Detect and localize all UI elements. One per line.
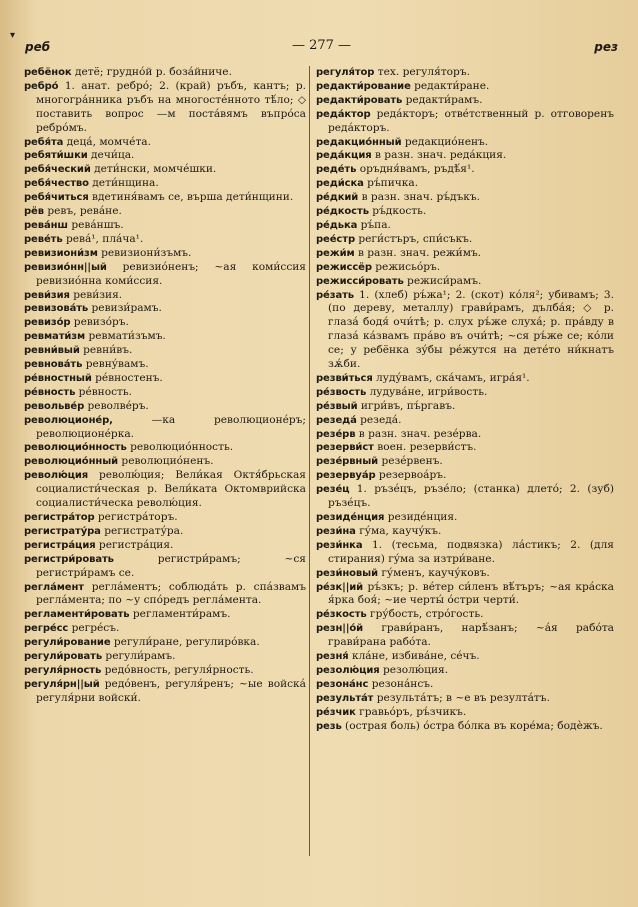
dictionary-entry [24,469,306,511]
entry-definition: воен. резерви́стъ. [373,441,477,454]
entry-headword: ре́звый [316,400,358,412]
entry-definition: в разн. знач. режи́мъ. [354,246,482,259]
dictionary-entry [24,66,306,80]
entry-headword: редакти́рование [316,80,411,92]
entry-headword: ре́дкость [316,206,369,218]
dictionary-entry [24,539,306,553]
dictionary-entry [24,511,306,525]
entry-definition: регистрату́ра. [100,524,184,537]
dictionary-entry [24,678,306,706]
entry-definition: дети́нски, момче́шки. [90,163,217,176]
entry-definition: регламенти́рамъ. [129,608,231,621]
dictionary-entry [316,275,614,289]
entry-definition: режисьо́ръ. [371,260,441,273]
dictionary-entry [316,567,614,581]
dictionary-entry [316,720,614,734]
dictionary-entry [316,66,614,80]
corner-mark-icon: ▾ [10,30,16,41]
dictionary-entry [24,553,306,581]
entry-headword: резня́ [316,651,349,663]
dictionary-entry [316,706,614,720]
dictionary-entry [24,80,306,136]
entry-headword: резь [316,720,342,732]
entry-definition: 1. ръзе́цъ, ръзе́ло; (станка) длето́; 2. (зуб) ръзе́цъ. [328,483,614,510]
dictionary-entry [24,163,306,177]
entry-headword: ре́дька [316,219,358,231]
right-guide-word: рез [594,40,618,54]
entry-headword: резервуа́р [316,470,376,482]
dictionary-entry [316,163,614,177]
dictionary-entry [316,108,614,136]
entry-definition: революцио́нность. [126,441,234,454]
dictionary-entry [316,678,614,692]
entry-definition: ре́вность. [75,385,133,398]
entry-headword: ревизио́нн||ый [24,261,107,273]
dictionary-entry [316,261,614,275]
entry-definition: реви́зия. [69,288,123,301]
entry-definition: регули́ране, регулиро́вка. [110,636,260,649]
dictionary-entry [316,149,614,163]
entry-headword: регистрату́ра [24,525,101,537]
entry-definition: детё; грудно́й р. боза́йниче. [71,66,232,78]
dictionary-entry [316,483,614,511]
entry-definition: резеда́. [356,413,402,426]
dictionary-entry [316,581,614,609]
entry-headword: регуля́тор [316,67,375,78]
entry-definition: ръ́дкость. [368,205,427,218]
entry-definition: резе́рвенъ. [378,455,443,468]
entry-definition: 1. (тесьма, подвязка) ла́стикъ; 2. (для стирания) гу́ма за изтри́ване. [328,538,614,565]
dictionary-entry [316,622,614,650]
entry-definition: ре́вностенъ. [91,371,163,384]
entry-definition: редакцио́ненъ. [401,135,489,148]
page-header [25,40,618,62]
dictionary-entry [24,330,306,344]
dictionary-entry [316,80,614,94]
entry-definition: результа́тъ; в ~е въ резулта́тъ. [373,691,550,704]
dictionary-entry [24,358,306,372]
entry-headword: ревизова́ть [24,303,89,315]
dictionary-entry [24,177,306,191]
entry-definition: резиде́нция. [384,511,458,523]
left-guide-word: реб [25,40,51,54]
dictionary-entry [316,650,614,664]
entry-headword: ре́вность [24,386,76,398]
entry-definition: реги́стъръ, спи́съкъ. [355,232,473,245]
dictionary-entry [316,511,614,525]
dictionary-entry [316,177,614,191]
entry-headword: реда́кция [316,150,372,162]
entry-headword: револю́ция [24,470,89,482]
entry-definition: в разн. знач. реда́кция. [371,149,507,162]
entry-headword: рези́на [316,525,356,537]
dictionary-entry [24,650,306,664]
entry-headword: результа́т [316,692,374,704]
dictionary-entry [316,233,614,247]
entry-definition: резолю́ция. [379,663,449,676]
entry-definition: гру́бость, стро́гость. [366,608,484,621]
dictionary-entry [24,302,306,316]
dictionary-entry [24,219,306,233]
entry-headword: ребя́читься [24,192,89,204]
dictionary-entry [316,455,614,469]
entry-definition: революцио́ненъ. [118,455,214,468]
entry-definition: кла́не, избива́не, се́чъ. [348,650,480,663]
entry-definition: дечи́ца. [87,149,135,162]
entry-headword: ребяти́шки [24,150,88,162]
entry-headword: ревнова́ть [24,359,83,371]
entry-definition: регре́съ. [68,622,120,635]
dictionary-entry [316,247,614,261]
entry-headword: реви́зия [24,289,70,301]
entry-headword: резн||о́й [316,623,364,635]
dictionary-entry [24,664,306,678]
entry-headword: реда́ктор [316,108,371,120]
entry-headword: ребро́ [24,80,59,92]
entry-definition: реда́кторъ; отве́тственный р. отговоренъ реда́кторъ. [328,107,614,134]
entry-definition: в разн. знач. ръ́дъкъ. [358,191,480,204]
dictionary-entry [24,233,306,247]
entry-headword: редакцио́нный [316,136,402,148]
entry-headword: реде́ть [316,164,357,176]
entry-headword: рези́нка [316,539,363,551]
dictionary-entry [24,289,306,303]
entry-headword: резеда́ [316,414,357,426]
entry-definition: ръ́па. [357,218,391,231]
entry-definition: деца́, момче́та. [63,135,151,148]
entry-definition: ревизи́рамъ. [88,302,162,315]
dictionary-entry [316,400,614,414]
column-divider [309,66,310,856]
entry-definition: оръдня́вамъ, ръдѣ́я¹. [356,163,475,176]
entry-definition: редо́вность, регуля́рность. [101,663,254,676]
dictionary-entry [24,386,306,400]
entry-definition: редакти́рамъ. [402,93,483,106]
entry-definition: лудува́не, игри́вость. [366,385,488,398]
entry-headword: революцио́нный [24,456,119,468]
dictionary-entry [24,414,306,442]
dictionary-entry [24,608,306,622]
entry-definition: резона́нсъ. [368,677,434,690]
entry-definition: ревмати́зъмъ. [85,330,166,343]
dictionary-entry [316,205,614,219]
entry-headword: резе́ц [316,484,350,496]
entry-definition: вдетиня́вамъ се, върша дети́нщини. [88,191,294,204]
dictionary-entry [24,261,306,289]
entry-headword: регла́мент [24,581,84,593]
dictionary-entry [24,581,306,609]
entry-headword: регламенти́ровать [24,609,130,621]
entry-definition: ревизио́ненъ; ~ая коми́ссия ревизио́нна коми́ссия. [36,260,306,287]
entry-headword: ре́звость [316,386,367,398]
dictionary-entry [24,344,306,358]
entry-definition: тех. регуля́торъ. [374,66,470,78]
dictionary-entry [316,539,614,567]
entry-definition: ревъ, рева́не. [43,205,122,218]
entry-definition: (острая боль) о́стра бо́лка въ коре́ма; бодѐжъ. [341,719,603,732]
entry-definition: гу́менъ, каучу́ковъ. [378,566,490,579]
entry-headword: революционе́р, [24,414,113,426]
entry-definition: в разн. знач. резе́рва. [355,427,482,440]
entry-headword: редакти́ровать [316,94,403,106]
dictionary-entry [316,136,614,150]
entry-headword: ре́зк||ий [316,581,364,593]
left-column [24,66,306,706]
dictionary-entry [316,386,614,400]
entry-definition: 1. (хлеб) ръ́жа¹; 2. (скот) ко́ля²; убивамъ; 3. (по дереву, металлу) грави́рамъ, дълба́я; ◇ р. глаза́ бодя́ очи́тѣ; р. слух ръ́же слуха́; р. пра́вду в глаза́ ка́звамъ пра́во въ очи́тѣ; ~ся ръ́же се; ко́ли се; у ребёнка зу́бы ре́жутся на дете́то ни́кнатъ зѫ́би. [328,288,614,371]
dictionary-entry [316,525,614,539]
dictionary-entry [24,441,306,455]
entry-definition: игри́въ, пъ́ргавъ. [357,399,456,412]
entry-headword: ребя́та [24,136,64,148]
entry-headword: реди́ска [316,178,364,190]
entry-headword: резе́рвный [316,456,379,468]
entry-headword: резолю́ция [316,664,380,676]
entry-definition: редо́венъ, регуля́ренъ; ~ые войска́ регуля́рни войски́. [36,677,306,704]
entry-headword: ревизиони́зм [24,247,98,259]
entry-headword: ре́дкий [316,192,359,204]
entry-definition: регистра́торъ. [94,511,178,523]
entry-headword: резона́нс [316,678,369,690]
dictionary-entry [316,692,614,706]
dictionary-entry [316,441,614,455]
dictionary-entry [316,289,614,372]
entry-headword: регуля́рн||ый [24,678,100,690]
entry-definition: гравьо́ръ, ръ́зчикъ. [355,705,467,718]
dictionary-entry [24,205,306,219]
entry-definition: ръ́зкъ; р. ве́тер си́ленъ вѣ́търъ; ~ая кра́ска я́рка боя́; ~ие черты́ о́стри черти́. [328,580,614,607]
entry-definition: ревни́въ. [79,344,133,357]
entry-headword: режи́м [316,247,355,259]
entry-headword: рее́стр [316,233,356,245]
dictionary-entry [316,191,614,205]
dictionary-entry [24,247,306,261]
entry-definition: редакти́ране. [410,79,490,92]
entry-definition: регистри́рамъ; ~ся регистри́рамъ се. [36,552,306,579]
page-number: — 277 — [291,38,352,53]
entry-headword: резви́ться [316,372,373,384]
entry-headword: регре́сс [24,623,69,635]
entry-headword: режисси́ровать [316,275,404,287]
entry-headword: рева́нш [24,219,68,231]
dictionary-entry [24,400,306,414]
entry-headword: регули́рование [24,637,111,649]
entry-definition: револю́ция; Вели́кая Октя́брьская социалисти́ческая р. Вели́ката Октомврийска социалисти́ческа револю́ция. [36,469,306,510]
entry-definition: ръ́пичка. [363,177,419,190]
entry-definition: ревизиони́зъмъ. [97,246,192,259]
entry-headword: ревни́вый [24,345,80,357]
dictionary-entry [316,94,614,108]
entry-headword: революцио́нность [24,442,127,454]
entry-headword: рёв [24,206,44,218]
dictionary-entry [316,219,614,233]
entry-headword: ребёнок [24,67,72,78]
dictionary-entry [24,136,306,150]
entry-headword: резе́рв [316,428,356,440]
dictionary-entry [24,316,306,330]
dictionary-entry [316,469,614,483]
entry-definition: 1. анат. ребро́; 2. (край) ръбъ, кантъ; р. многогра́нника ръбъ на многосте́нното тѣ́ло; ◇ поставить вопрос —м поста́вямъ въпро́са ребро́мъ. [36,79,306,134]
entry-headword: ре́зчик [316,706,356,718]
dictionary-entry [24,525,306,539]
entry-headword: режиссёр [316,261,372,273]
dictionary-entry [316,664,614,678]
entry-definition: режиси́рамъ. [403,274,482,287]
dictionary-entry [316,608,614,622]
entry-definition: гу́ма, каучу́къ. [355,524,442,537]
entry-headword: ревизо́р [24,317,71,329]
entry-definition: револве́ръ. [84,399,149,412]
entry-headword: ребя́ческий [24,164,91,176]
dictionary-entry [24,455,306,469]
entry-definition: ревну́вамъ. [82,358,149,371]
dictionary-entry [24,191,306,205]
entry-definition: дети́нщина. [88,177,159,190]
dictionary-entry [316,372,614,386]
entry-headword: регистри́ровать [24,553,114,565]
entry-definition: регистра́ция. [95,538,174,551]
entry-headword: ре́зать [316,289,355,301]
dictionary-entry [24,149,306,163]
entry-definition: ревизо́ръ. [70,316,129,329]
entry-headword: ребя́чество [24,178,89,190]
dictionary-entry [316,428,614,442]
entry-definition: регла́ментъ; соблюда́ть р. спа́звамъ регла́мента; по ~у спо́редъ регла́мента. [36,580,306,607]
entry-definition: рева́ншъ. [67,218,124,231]
entry-headword: резерви́ст [316,442,374,454]
right-column [316,66,614,734]
entry-headword: ре́зкость [316,609,367,621]
entry-headword: ревмати́зм [24,331,86,343]
dictionary-entry [24,636,306,650]
entry-headword: револьве́р [24,400,85,412]
dictionary-entry [316,414,614,428]
entry-definition: грави́ранъ, нарѣ́занъ; ~а́я рабо́та грави́рана рабо́та. [328,622,614,649]
entry-headword: рези́новый [316,567,379,579]
entry-definition: —ка революционе́ръ; революционе́рка. [36,413,306,440]
dictionary-entry [24,622,306,636]
entry-definition: рева́¹, пла́ча¹. [62,232,144,245]
entry-definition: луду́вамъ, ска́чамъ, игра́я¹. [372,371,530,384]
entry-definition: резервоа́ръ. [375,469,447,482]
entry-headword: регуля́рность [24,664,102,676]
entry-headword: ре́вностный [24,372,92,384]
entry-headword: резиде́нция [316,512,385,523]
entry-headword: регули́ровать [24,651,103,663]
entry-definition: регули́рамъ. [102,650,176,663]
entry-headword: регистра́ция [24,539,96,551]
entry-headword: регистра́тор [24,512,95,523]
entry-headword: реве́ть [24,233,63,245]
dictionary-entry [24,372,306,386]
